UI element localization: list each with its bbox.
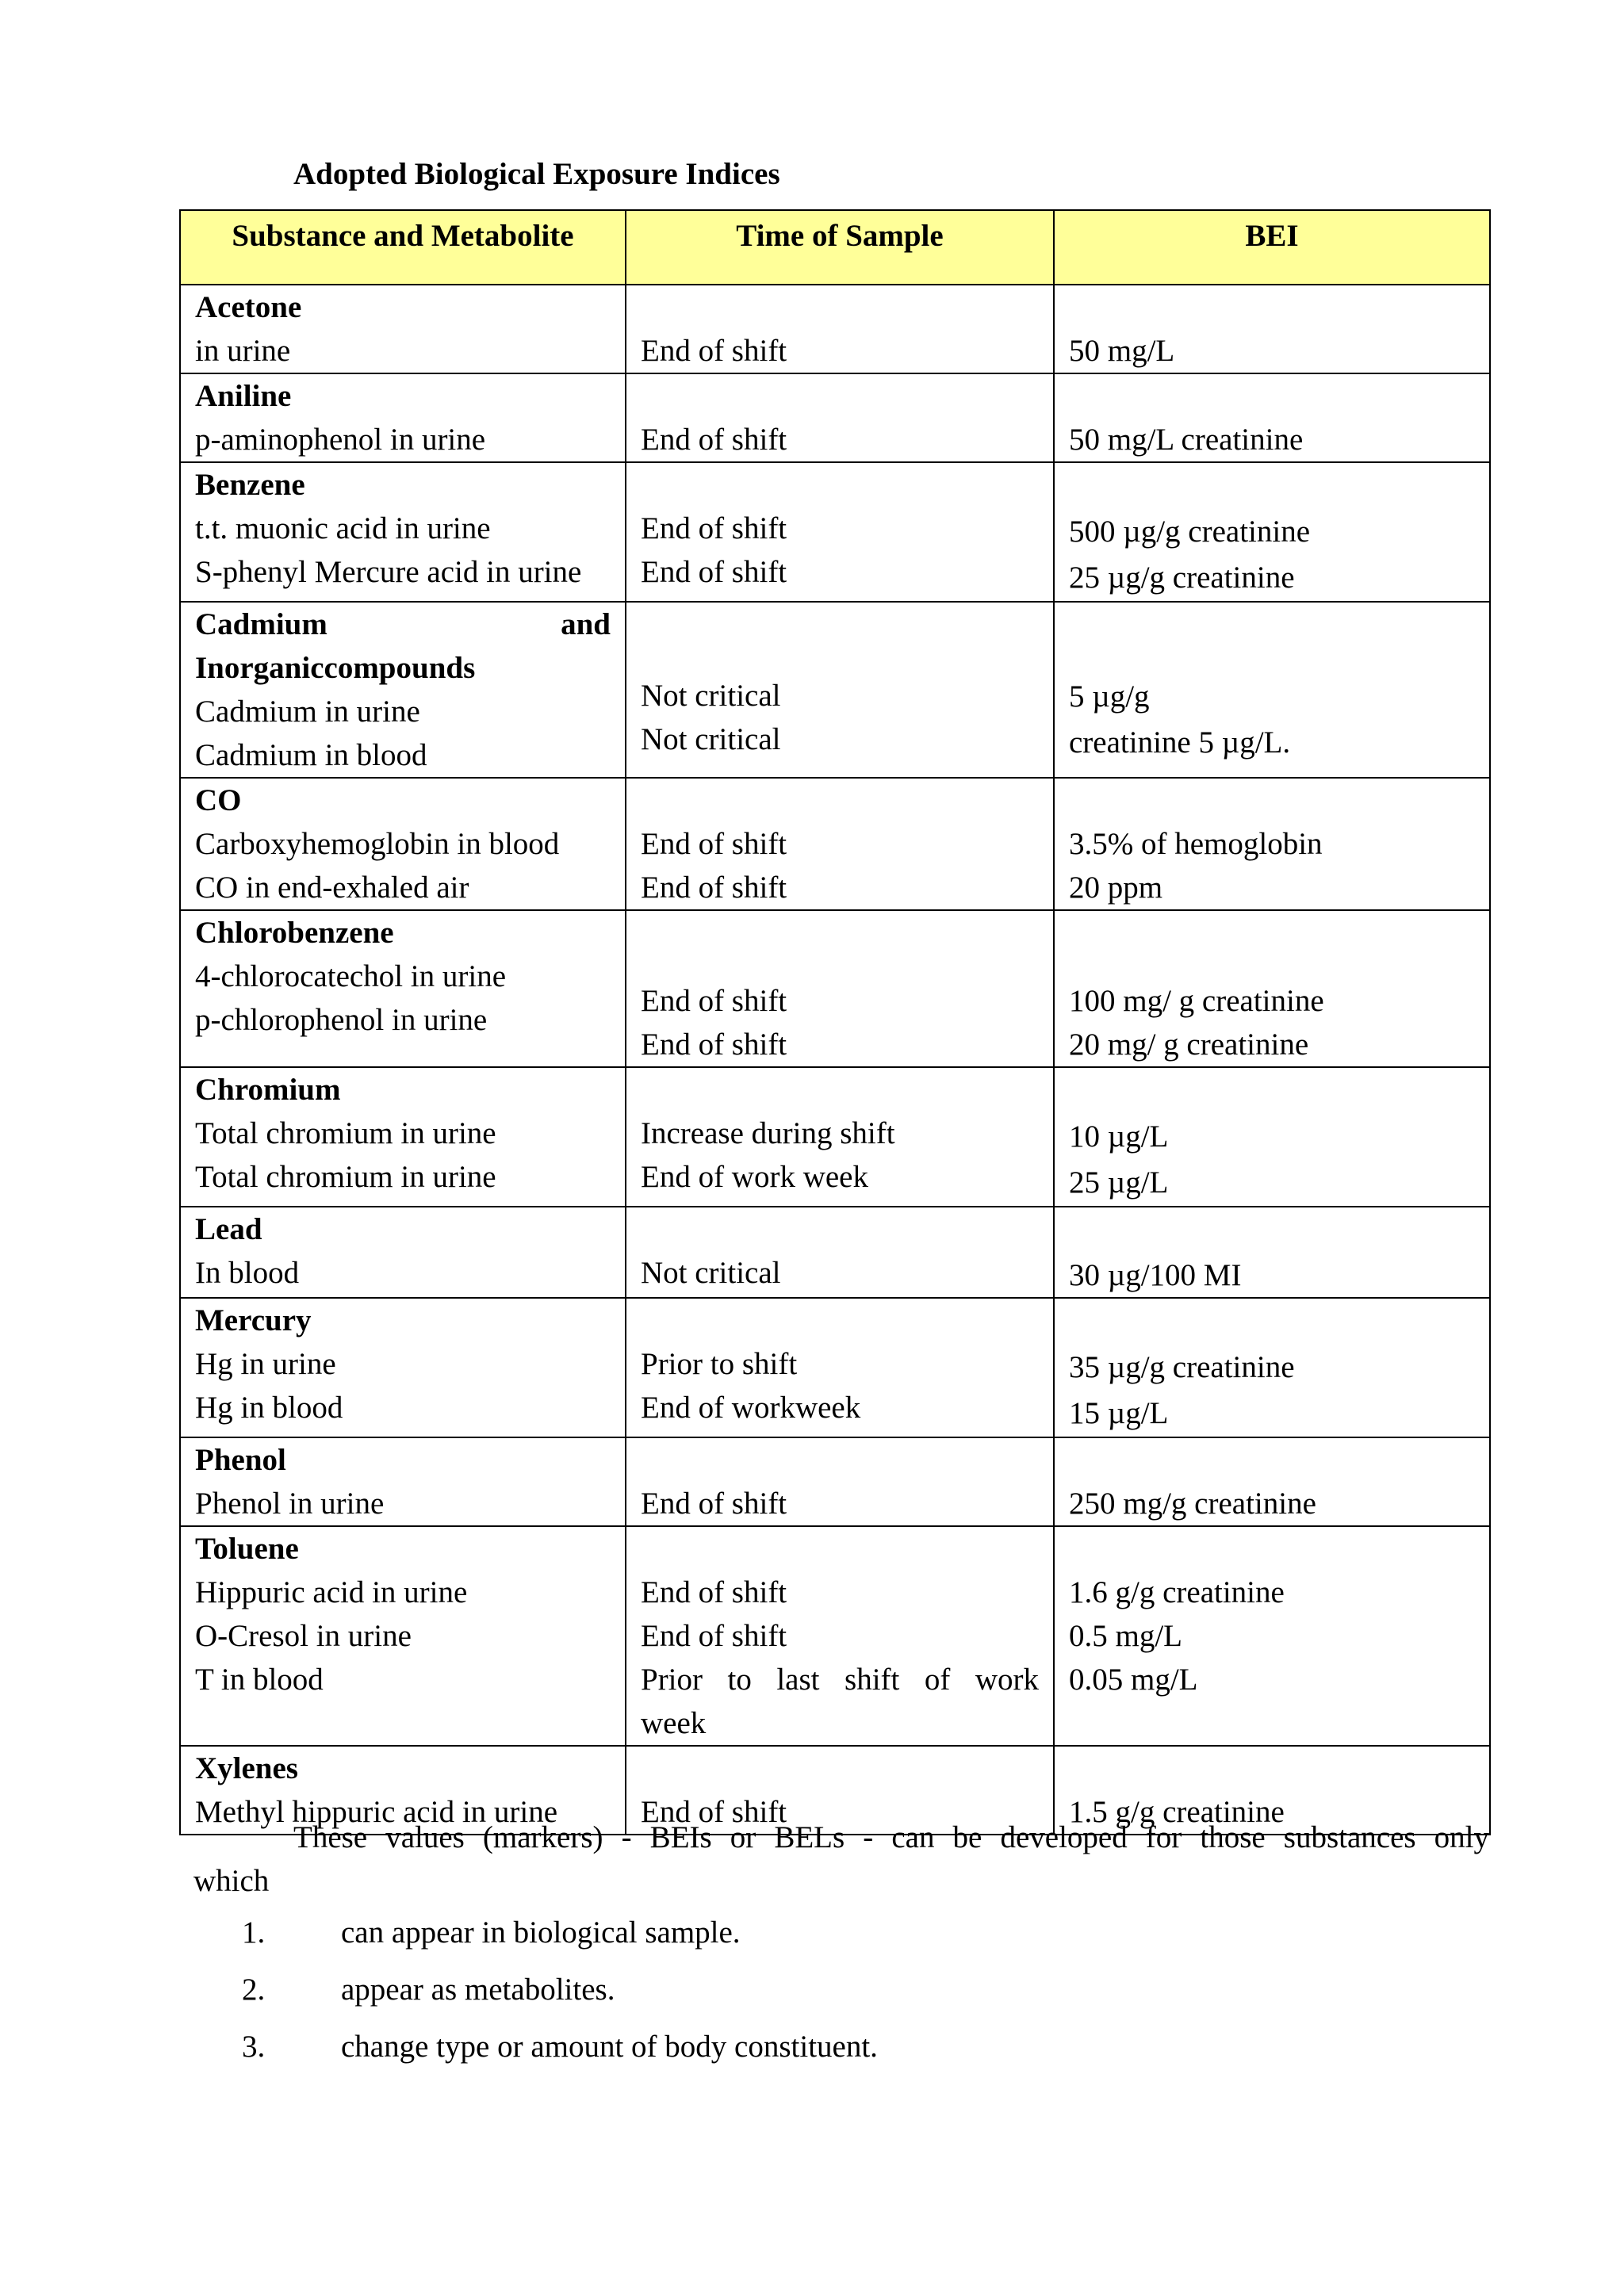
- substance-name: Xylenes: [195, 1751, 298, 1785]
- metabolite: Methyl hippuric acid in urine: [195, 1795, 558, 1829]
- table-row: [180, 778, 1490, 910]
- time-of-sample: End of shift: [641, 1795, 787, 1829]
- metabolite: Total chromium in urine: [195, 1160, 496, 1194]
- time-of-sample: End of shift: [641, 555, 787, 589]
- bei-cell: [1054, 462, 1490, 602]
- header-time: Time of Sample: [626, 210, 1054, 285]
- time-of-sample: Prior to last shift of work: [641, 1663, 1039, 1697]
- list-text: change type or amount of body constituent.: [341, 2030, 878, 2064]
- time-cell: [626, 910, 1054, 1067]
- bei-table: [179, 209, 1491, 1835]
- time-of-sample: End of shift: [641, 984, 787, 1018]
- metabolite: in urine: [195, 334, 291, 368]
- bei-value: 0.5 mg/L: [1069, 1619, 1182, 1653]
- metabolite: T in blood: [195, 1663, 324, 1697]
- time-cell: [626, 1067, 1054, 1207]
- bei-value: 500 µg/g creatinine: [1069, 515, 1311, 549]
- metabolite: 4-chlorocatechol in urine: [195, 959, 506, 993]
- time-cell: [626, 1526, 1054, 1746]
- substance-cell: [180, 1298, 626, 1437]
- substance-name: Chromium: [195, 1073, 341, 1107]
- substance-name-part: and: [561, 607, 611, 641]
- bei-cell: [1054, 1526, 1490, 1746]
- metabolite: Total chromium in urine: [195, 1116, 496, 1150]
- substance-name: Aniline: [195, 379, 292, 413]
- time-of-sample: End of shift: [641, 423, 787, 457]
- bei-value: 1.5 g/g creatinine: [1069, 1795, 1285, 1829]
- time-of-sample: End of shift: [641, 871, 787, 905]
- list-number: 1.: [242, 1915, 266, 1950]
- time-of-sample: Not critical: [641, 1256, 781, 1290]
- bei-value: 35 µg/g creatinine: [1069, 1350, 1295, 1384]
- table-row: [180, 462, 1490, 602]
- table-row: [180, 285, 1490, 373]
- time-of-sample: End of shift: [641, 827, 787, 861]
- substance-name: CO: [195, 783, 242, 817]
- substance-name: [195, 603, 611, 646]
- metabolite: S-phenyl Mercure acid in urine: [195, 555, 582, 589]
- table-row: [180, 1526, 1490, 1746]
- time-cell: [626, 373, 1054, 462]
- bei-value: 100 mg/ g creatinine: [1069, 984, 1324, 1018]
- time-cell: [626, 602, 1054, 778]
- time-cell: [626, 462, 1054, 602]
- bei-value: 1.6 g/g creatinine: [1069, 1575, 1285, 1609]
- substance-name: Phenol: [195, 1443, 286, 1477]
- substance-name: Acetone: [195, 290, 302, 324]
- list-number: 3.: [242, 2030, 266, 2064]
- table-row: [180, 1207, 1490, 1298]
- document-title: Adopted Biological Exposure Indices: [293, 157, 780, 191]
- time-of-sample: End of work week: [641, 1160, 868, 1194]
- table-row: [180, 602, 1490, 778]
- time-of-sample: End of workweek: [641, 1391, 861, 1425]
- time-cell: [626, 1298, 1054, 1437]
- bei-value: 30 µg/100 MI: [1069, 1258, 1242, 1292]
- bei-cell: [1054, 1298, 1490, 1437]
- bei-value: 25 µg/g creatinine: [1069, 561, 1295, 595]
- bei-value: creatinine 5 µg/L.: [1069, 725, 1291, 760]
- substance-name: Chlorobenzene: [195, 916, 394, 950]
- substance-cell: [180, 285, 626, 373]
- time-of-sample-continued: week: [641, 1706, 707, 1740]
- header-substance: Substance and Metabolite: [180, 210, 626, 285]
- metabolite: CO in end-exhaled air: [195, 871, 469, 905]
- bei-value: 20 mg/ g creatinine: [1069, 1027, 1309, 1062]
- bei-value: 25 µg/L: [1069, 1165, 1169, 1200]
- time-of-sample: Not critical: [641, 722, 781, 756]
- time-of-sample: End of shift: [641, 511, 787, 545]
- metabolite: p-aminophenol in urine: [195, 423, 486, 457]
- metabolite: Cadmium in blood: [195, 738, 427, 772]
- table-row: [180, 1067, 1490, 1207]
- bei-value: 50 mg/L creatinine: [1069, 423, 1304, 457]
- time-of-sample: End of shift: [641, 1487, 787, 1521]
- substance-cell: [180, 462, 626, 602]
- header-bei: BEI: [1054, 210, 1490, 285]
- time-of-sample: End of shift: [641, 334, 787, 368]
- bei-value: 5 µg/g: [1069, 679, 1150, 714]
- time-of-sample: Prior to shift: [641, 1347, 798, 1381]
- bei-cell: [1054, 778, 1490, 910]
- table-row: [180, 910, 1490, 1067]
- time-cell: [626, 1437, 1054, 1526]
- substance-cell: [180, 602, 626, 778]
- table-row: [180, 1437, 1490, 1526]
- list-number: 2.: [242, 1973, 266, 2007]
- substance-cell: [180, 910, 626, 1067]
- list-item: [242, 1961, 878, 2019]
- list-text: can appear in biological sample.: [341, 1915, 741, 1950]
- substance-name-continued: Inorganiccompounds: [195, 651, 476, 685]
- time-of-sample: Not critical: [641, 679, 781, 713]
- time-cell: [626, 285, 1054, 373]
- paragraph-line: which: [193, 1864, 270, 1898]
- metabolite: Phenol in urine: [195, 1487, 385, 1521]
- bei-cell: [1054, 910, 1490, 1067]
- bei-value: 250 mg/g creatinine: [1069, 1487, 1316, 1521]
- bei-value: 3.5% of hemoglobin: [1069, 827, 1323, 861]
- bei-cell: [1054, 373, 1490, 462]
- bei-cell: [1054, 285, 1490, 373]
- list-text: appear as metabolites.: [341, 1973, 615, 2007]
- time-of-sample: End of shift: [641, 1027, 787, 1062]
- substance-cell: [180, 1526, 626, 1746]
- list-item: [242, 1904, 878, 1961]
- time-cell: [626, 778, 1054, 910]
- substance-cell: [180, 1207, 626, 1298]
- bei-cell: [1054, 1067, 1490, 1207]
- bei-value: 20 ppm: [1069, 871, 1163, 905]
- bei-value: 15 µg/L: [1069, 1396, 1169, 1430]
- numbered-list: [242, 1904, 878, 2076]
- bei-value: 0.05 mg/L: [1069, 1663, 1198, 1697]
- substance-cell: [180, 1437, 626, 1526]
- paragraph-line: These values (markers) - BEIs or BELs - can be developed for those substances only: [293, 1820, 1489, 1854]
- bei-cell: [1054, 1437, 1490, 1526]
- metabolite: t.t. muonic acid in urine: [195, 511, 491, 545]
- metabolite: p-chlorophenol in urine: [195, 1003, 488, 1037]
- table-header-row: [180, 210, 1490, 285]
- table-row: [180, 1298, 1490, 1437]
- substance-name: Toluene: [195, 1532, 299, 1566]
- substance-cell: [180, 778, 626, 910]
- substance-name: Benzene: [195, 468, 305, 502]
- time-of-sample: Increase during shift: [641, 1116, 895, 1150]
- substance-name: Lead: [195, 1212, 262, 1246]
- substance-name-part: Cadmium: [195, 607, 327, 641]
- bei-cell: [1054, 1207, 1490, 1298]
- substance-cell: [180, 373, 626, 462]
- metabolite: Cadmium in urine: [195, 695, 420, 729]
- time-cell: [626, 1207, 1054, 1298]
- metabolite: O-Cresol in urine: [195, 1619, 412, 1653]
- metabolite: In blood: [195, 1256, 300, 1290]
- time-of-sample: End of shift: [641, 1575, 787, 1609]
- list-item: [242, 2019, 878, 2076]
- substance-name: Mercury: [195, 1303, 312, 1337]
- substance-cell: [180, 1067, 626, 1207]
- time-of-sample: End of shift: [641, 1619, 787, 1653]
- bei-value: 10 µg/L: [1069, 1119, 1169, 1154]
- bei-value: 50 mg/L: [1069, 334, 1175, 368]
- table-row: [180, 373, 1490, 462]
- metabolite: Hg in blood: [195, 1391, 343, 1425]
- metabolite: Carboxyhemoglobin in blood: [195, 827, 560, 861]
- metabolite: Hippuric acid in urine: [195, 1575, 468, 1609]
- metabolite: Hg in urine: [195, 1347, 336, 1381]
- bei-cell: [1054, 602, 1490, 778]
- body-paragraph: [193, 1816, 1489, 1903]
